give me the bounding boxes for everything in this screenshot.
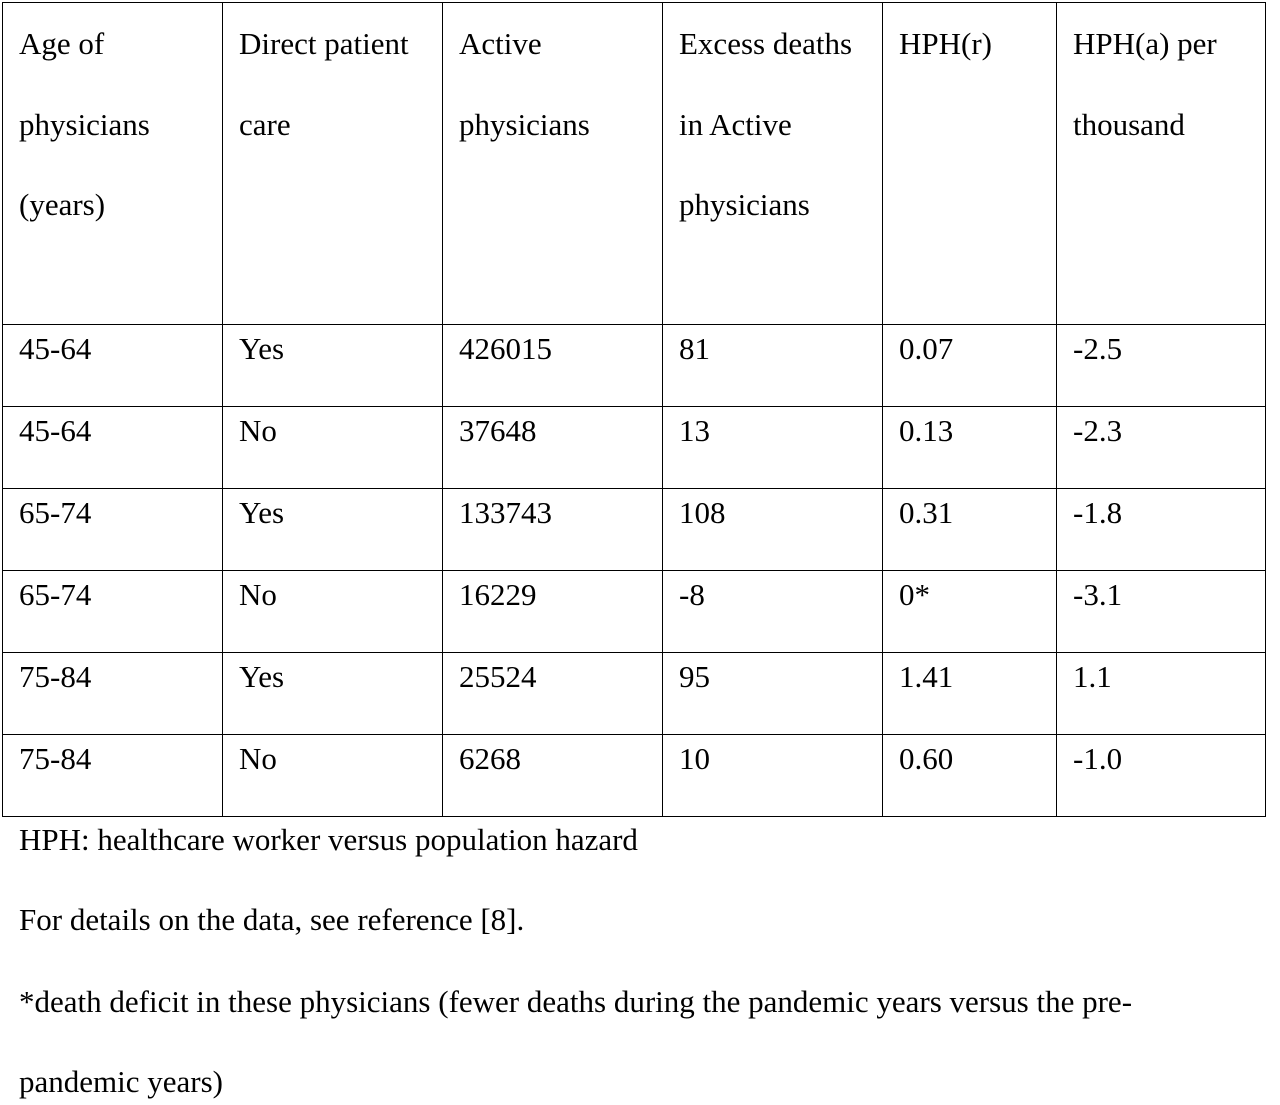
cell-age: 65-74 bbox=[3, 489, 223, 571]
cell-direct-care: No bbox=[223, 571, 443, 653]
cell-hph-a: -3.1 bbox=[1057, 571, 1266, 653]
cell-hph-r: 1.41 bbox=[883, 653, 1057, 735]
cell-hph-r: 0.13 bbox=[883, 407, 1057, 489]
header-hph-a: HPH(a) per thousand bbox=[1057, 3, 1266, 325]
header-excess-deaths: Excess deaths in Active physicians bbox=[663, 3, 883, 325]
header-direct-patient-care: Direct patient care bbox=[223, 3, 443, 325]
footnote-deficit-line-1: *death deficit in these physicians (fewer deaths during the pandemic years versus the pre- bbox=[19, 984, 1133, 1019]
cell-direct-care: No bbox=[223, 407, 443, 489]
cell-direct-care: Yes bbox=[223, 489, 443, 571]
data-table-container bbox=[2, 2, 1266, 817]
cell-age: 45-64 bbox=[3, 407, 223, 489]
table-row bbox=[3, 325, 1266, 407]
header-age: Age of physicians (years) bbox=[3, 3, 223, 325]
cell-active-physicians: 37648 bbox=[443, 407, 663, 489]
cell-age: 65-74 bbox=[3, 571, 223, 653]
cell-hph-r: 0.60 bbox=[883, 735, 1057, 817]
cell-excess-deaths: -8 bbox=[663, 571, 883, 653]
cell-age: 45-64 bbox=[3, 325, 223, 407]
cell-active-physicians: 6268 bbox=[443, 735, 663, 817]
header-row bbox=[3, 3, 1266, 325]
cell-active-physicians: 426015 bbox=[443, 325, 663, 407]
cell-hph-r: 0.31 bbox=[883, 489, 1057, 571]
cell-hph-a: -1.0 bbox=[1057, 735, 1266, 817]
cell-age: 75-84 bbox=[3, 735, 223, 817]
cell-direct-care: Yes bbox=[223, 653, 443, 735]
cell-hph-a: -2.3 bbox=[1057, 407, 1266, 489]
cell-excess-deaths: 108 bbox=[663, 489, 883, 571]
header-active-physicians: Active physicians bbox=[443, 3, 663, 325]
footnote-abbreviation: HPH: healthcare worker versus population hazard bbox=[19, 822, 638, 857]
cell-active-physicians: 133743 bbox=[443, 489, 663, 571]
cell-direct-care: Yes bbox=[223, 325, 443, 407]
cell-hph-a: 1.1 bbox=[1057, 653, 1266, 735]
table-row bbox=[3, 653, 1266, 735]
cell-excess-deaths: 13 bbox=[663, 407, 883, 489]
cell-direct-care: No bbox=[223, 735, 443, 817]
cell-hph-a: -2.5 bbox=[1057, 325, 1266, 407]
footnote-details: For details on the data, see reference [8]. bbox=[19, 902, 525, 937]
header-hph-r: HPH(r) bbox=[883, 3, 1057, 325]
cell-excess-deaths: 95 bbox=[663, 653, 883, 735]
cell-age: 75-84 bbox=[3, 653, 223, 735]
cell-hph-r: 0* bbox=[883, 571, 1057, 653]
table-row bbox=[3, 735, 1266, 817]
physician-mortality-table bbox=[2, 2, 1266, 817]
cell-active-physicians: 25524 bbox=[443, 653, 663, 735]
cell-hph-a: -1.8 bbox=[1057, 489, 1266, 571]
table-row bbox=[3, 489, 1266, 571]
cell-excess-deaths: 10 bbox=[663, 735, 883, 817]
table-row bbox=[3, 407, 1266, 489]
cell-excess-deaths: 81 bbox=[663, 325, 883, 407]
table-row bbox=[3, 571, 1266, 653]
cell-active-physicians: 16229 bbox=[443, 571, 663, 653]
footnote-deficit-line-2: pandemic years) bbox=[19, 1064, 223, 1099]
cell-hph-r: 0.07 bbox=[883, 325, 1057, 407]
